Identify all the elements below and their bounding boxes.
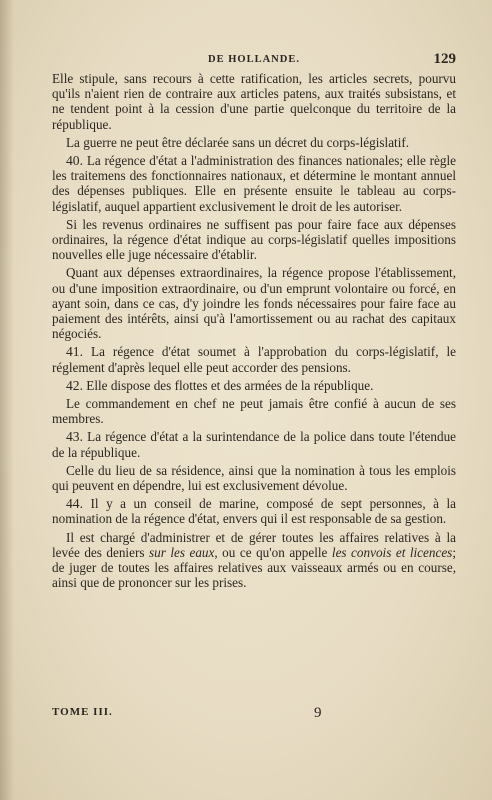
article-number: 44. [66, 496, 83, 512]
paragraph: Quant aux dépenses extraordinaires, la régence propose l'établissement, ou d'une imposition extraordinaire, ou d'un emprunt volontaire ou forcé, en ayant soin, dans ce cas, d'y joindre les fonds nécessaires pour faire face au paiement des intérêts, ainsi qu'à l'amortissement ou au rachat des capitaux négociés. [52, 265, 456, 342]
article-paragraph: 40. La régence d'état a l'administration des finances nationales; elle règle les traitemens des fonctionnaires nationaux, et détermine le montant annuel des dépenses publiques. Elle en présente ensuite le tableau au corps-législatif, auquel appartient exclusivement le droit de les autoriser. [52, 153, 457, 214]
article-number: 42. [66, 377, 83, 393]
page-edge-shadow [0, 0, 14, 800]
paragraph: Le commandement en chef ne peut jamais être confié à aucun de ses membres. [52, 396, 456, 427]
article-number: 41. [66, 344, 83, 360]
running-head: DE HOLLANDE. [208, 54, 300, 65]
signature-mark: 9 [314, 705, 322, 721]
paragraph: Si les revenus ordinaires ne suffisent pas pour faire face aux dépenses ordinaires, la régence d'état indique au corps-législatif quelles impositions nouvelles elle juge nécessaire d'établir. [52, 216, 456, 263]
article-paragraph: 41. La régence d'état soumet à l'approbation du corps-législatif, le réglement d'après lequel elle peut accorder des pensions. [52, 344, 457, 375]
article-number: 40. [66, 153, 83, 169]
article-paragraph: 43. La régence d'état a la surintendance de la police dans toute l'étendue de la république. [52, 429, 457, 460]
article-paragraph: 42. Elle dispose des flottes et des armées de la république. [66, 377, 374, 393]
article-number: 43. [66, 429, 83, 445]
italic-phrase: les convois et licences [331, 544, 453, 560]
italic-phrase: sur les eaux [148, 544, 215, 560]
paragraph: Elle stipule, sans recours à cette ratification, les articles secrets, pourvu qu'ils n'aient rien de contraire aux articles patens, aux traités subsistans, et ne tendent point à la cession d'une partie quelconque du territoire de la république. [52, 71, 456, 132]
paragraph: Il est chargé d'administrer et de gérer toutes les affaires relatives à la levée des deniers sur les eaux, ou ce qu'on appelle les convois et licences; de juger de toutes les affaires relatives aux vaisseaux armés ou en course, ainsi que de prononcer sur les prises. [52, 529, 456, 591]
page-number: 129 [433, 51, 456, 67]
page-footer [52, 705, 456, 723]
paragraph: La guerre ne peut être déclarée sans un décret du corps-législatif. [66, 134, 410, 150]
paragraph: Celle du lieu de sa résidence, ainsi que la nomination à tous les emplois qui peuvent en dépendre, lui est exclusivement dévolue. [52, 462, 456, 494]
article-paragraph: 44. Il y a un conseil de marine, composé de sept personnes, à la nomination de la régence d'état, envers qui il est responsable de sa gestion. [52, 496, 457, 527]
volume-label: TOME III. [52, 706, 113, 718]
page-header [52, 51, 456, 69]
body-text [52, 71, 456, 594]
